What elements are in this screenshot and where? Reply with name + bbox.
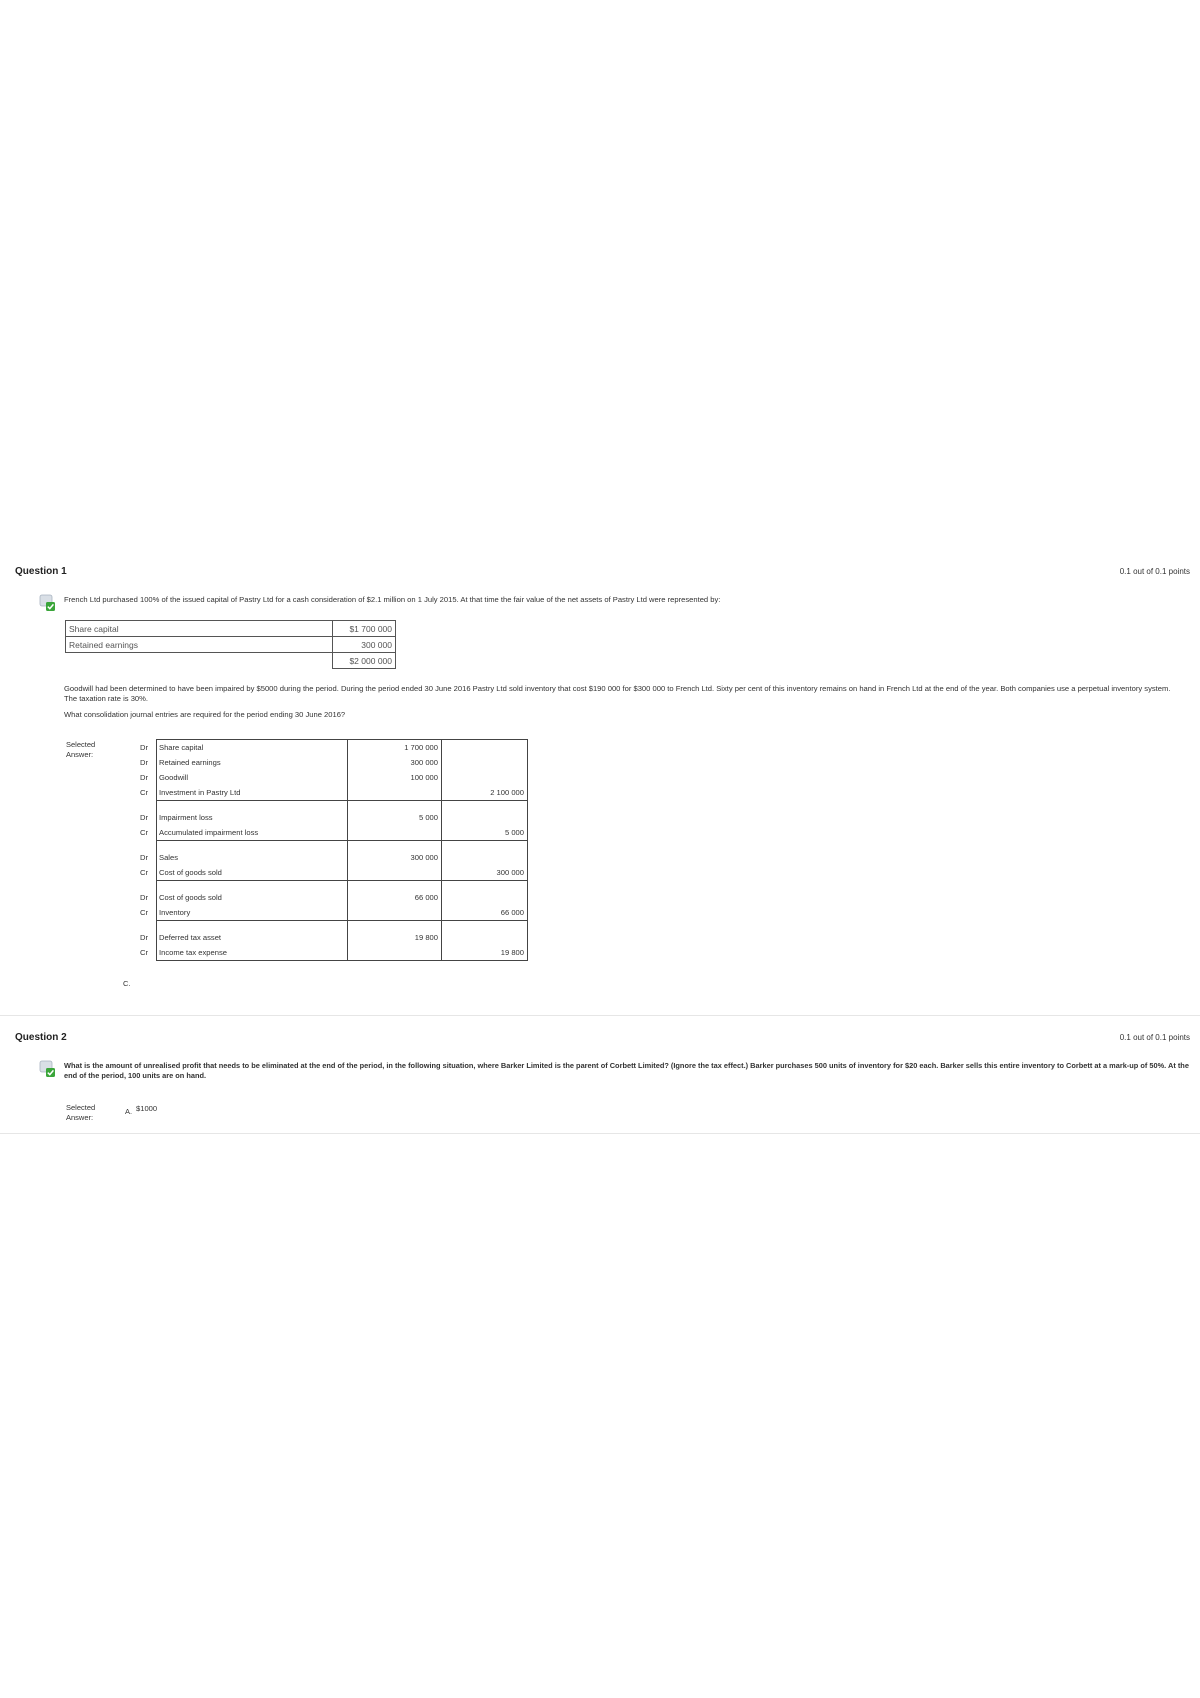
table-cell-value: $2 000 000 xyxy=(333,653,396,669)
question-prompt: What consolidation journal entries are required for the period ending 30 June 2016? xyxy=(64,710,346,719)
table-cell-label xyxy=(66,653,333,669)
journal-side: Cr xyxy=(139,908,148,918)
table-cell-value: 300 000 xyxy=(333,637,396,653)
table-row xyxy=(132,945,528,961)
journal-credit xyxy=(442,740,528,756)
journal-entries-table xyxy=(132,739,528,961)
question-text: What is the amount of unrealised profit that needs to be eliminated at the end of the period, in the following situation, where Barker Limited is the parent of Corbett Limited? (Ignore the tax effect.) Barker purchases 500 units of inventory for $20 each. Barker sells this entire inventory to Corbett at a mark-up of 50%. At the end of the period, 100 units are on hand. xyxy=(64,1061,1189,1080)
journal-account: Investment in Pastry Ltd xyxy=(157,785,348,801)
journal-account: Impairment loss xyxy=(157,810,348,825)
journal-account: Income tax expense xyxy=(157,945,348,961)
journal-debit xyxy=(348,945,442,961)
table-row-spacer xyxy=(132,841,528,851)
selected-label-line2: Answer: xyxy=(66,750,94,759)
selected-label-line1: Selected xyxy=(66,740,96,749)
journal-credit xyxy=(442,810,528,825)
journal-debit: 300 000 xyxy=(348,755,442,770)
journal-credit: 19 800 xyxy=(442,945,528,961)
journal-debit: 300 000 xyxy=(348,850,442,865)
journal-side: Dr xyxy=(139,758,148,767)
question-1-header xyxy=(15,566,1190,584)
selected-answer-label xyxy=(66,1103,95,1123)
journal-credit xyxy=(442,890,528,905)
journal-credit: 66 000 xyxy=(442,905,528,921)
table-row-spacer xyxy=(132,801,528,811)
journal-credit: 300 000 xyxy=(442,865,528,881)
table-row xyxy=(66,621,396,637)
table-row-spacer xyxy=(132,881,528,891)
journal-side: Dr xyxy=(139,813,148,822)
question-text: French Ltd purchased 100% of the issued capital of Pastry Ltd for a cash consideration of $2.1 million on 1 July 2015. At that time the fair value of the net assets of Pastry Ltd were represented by: xyxy=(64,595,721,604)
journal-side: Dr xyxy=(139,893,148,902)
table-row xyxy=(66,637,396,653)
journal-debit xyxy=(348,825,442,841)
table-row xyxy=(132,930,528,945)
journal-account: Cost of goods sold xyxy=(157,865,348,881)
table-cell-label: Retained earnings xyxy=(66,637,333,653)
journal-account: Share capital xyxy=(157,740,348,756)
table-row xyxy=(132,810,528,825)
journal-debit: 66 000 xyxy=(348,890,442,905)
journal-credit xyxy=(442,755,528,770)
net-assets-table xyxy=(65,620,396,669)
journal-debit: 1 700 000 xyxy=(348,740,442,756)
journal-side: Dr xyxy=(139,933,148,942)
table-row xyxy=(132,825,528,841)
correct-check-icon xyxy=(38,594,56,612)
journal-account: Deferred tax asset xyxy=(157,930,348,945)
journal-side: Cr xyxy=(139,948,148,958)
journal-side: Cr xyxy=(139,868,148,878)
journal-side: Cr xyxy=(139,828,148,838)
option-letter: C. xyxy=(123,979,131,988)
journal-credit xyxy=(442,770,528,785)
selected-label-line1: Selected xyxy=(66,1103,96,1112)
question-2-header xyxy=(15,1032,1190,1050)
table-cell-label: Share capital xyxy=(66,621,333,637)
table-row xyxy=(132,755,528,770)
journal-debit xyxy=(348,905,442,921)
table-cell-value: $1 700 000 xyxy=(333,621,396,637)
journal-account: Cost of goods sold xyxy=(157,890,348,905)
table-row xyxy=(132,850,528,865)
question-context: Goodwill had been determined to have been impaired by $5000 during the period. During the period ended 30 June 2016 Pastry Ltd sold inventory that cost $190 000 for $300 000 to French Ltd. Sixty per cent of this inventory remains on hand in French Ltd at the end of the year. Both companies use a perpetual inventory system. The taxation rate is 30%. xyxy=(64,684,1171,703)
question-points: 0.1 out of 0.1 points xyxy=(1119,1033,1190,1042)
journal-credit: 5 000 xyxy=(442,825,528,841)
table-row xyxy=(132,865,528,881)
question-divider xyxy=(0,1015,1200,1016)
question-title: Question 2 xyxy=(15,1032,67,1043)
table-row xyxy=(132,890,528,905)
journal-debit xyxy=(348,785,442,801)
correct-check-icon xyxy=(38,1060,56,1078)
selected-answer-label xyxy=(66,740,95,760)
journal-account: Goodwill xyxy=(157,770,348,785)
table-row xyxy=(132,770,528,785)
journal-account: Inventory xyxy=(157,905,348,921)
journal-credit: 2 100 000 xyxy=(442,785,528,801)
selected-label-line2: Answer: xyxy=(66,1113,94,1122)
journal-side: Cr xyxy=(139,788,148,798)
journal-debit: 100 000 xyxy=(348,770,442,785)
option-letter: A. xyxy=(125,1107,133,1116)
journal-credit xyxy=(442,930,528,945)
question-divider xyxy=(0,1133,1200,1134)
question-points: 0.1 out of 0.1 points xyxy=(1119,567,1190,576)
journal-account: Retained earnings xyxy=(157,755,348,770)
selected-answer-value: $1000 xyxy=(136,1104,158,1113)
journal-side: Dr xyxy=(139,853,148,862)
journal-account: Sales xyxy=(157,850,348,865)
journal-account: Accumulated impairment loss xyxy=(157,825,348,841)
table-row xyxy=(132,905,528,921)
table-row xyxy=(132,740,528,756)
journal-debit xyxy=(348,865,442,881)
journal-debit: 5 000 xyxy=(348,810,442,825)
journal-credit xyxy=(442,850,528,865)
question-title: Question 1 xyxy=(15,566,67,577)
journal-side: Dr xyxy=(139,773,148,782)
table-row xyxy=(66,653,396,669)
journal-debit: 19 800 xyxy=(348,930,442,945)
table-row xyxy=(132,785,528,801)
journal-side: Dr xyxy=(139,742,148,752)
table-row-spacer xyxy=(132,921,528,931)
